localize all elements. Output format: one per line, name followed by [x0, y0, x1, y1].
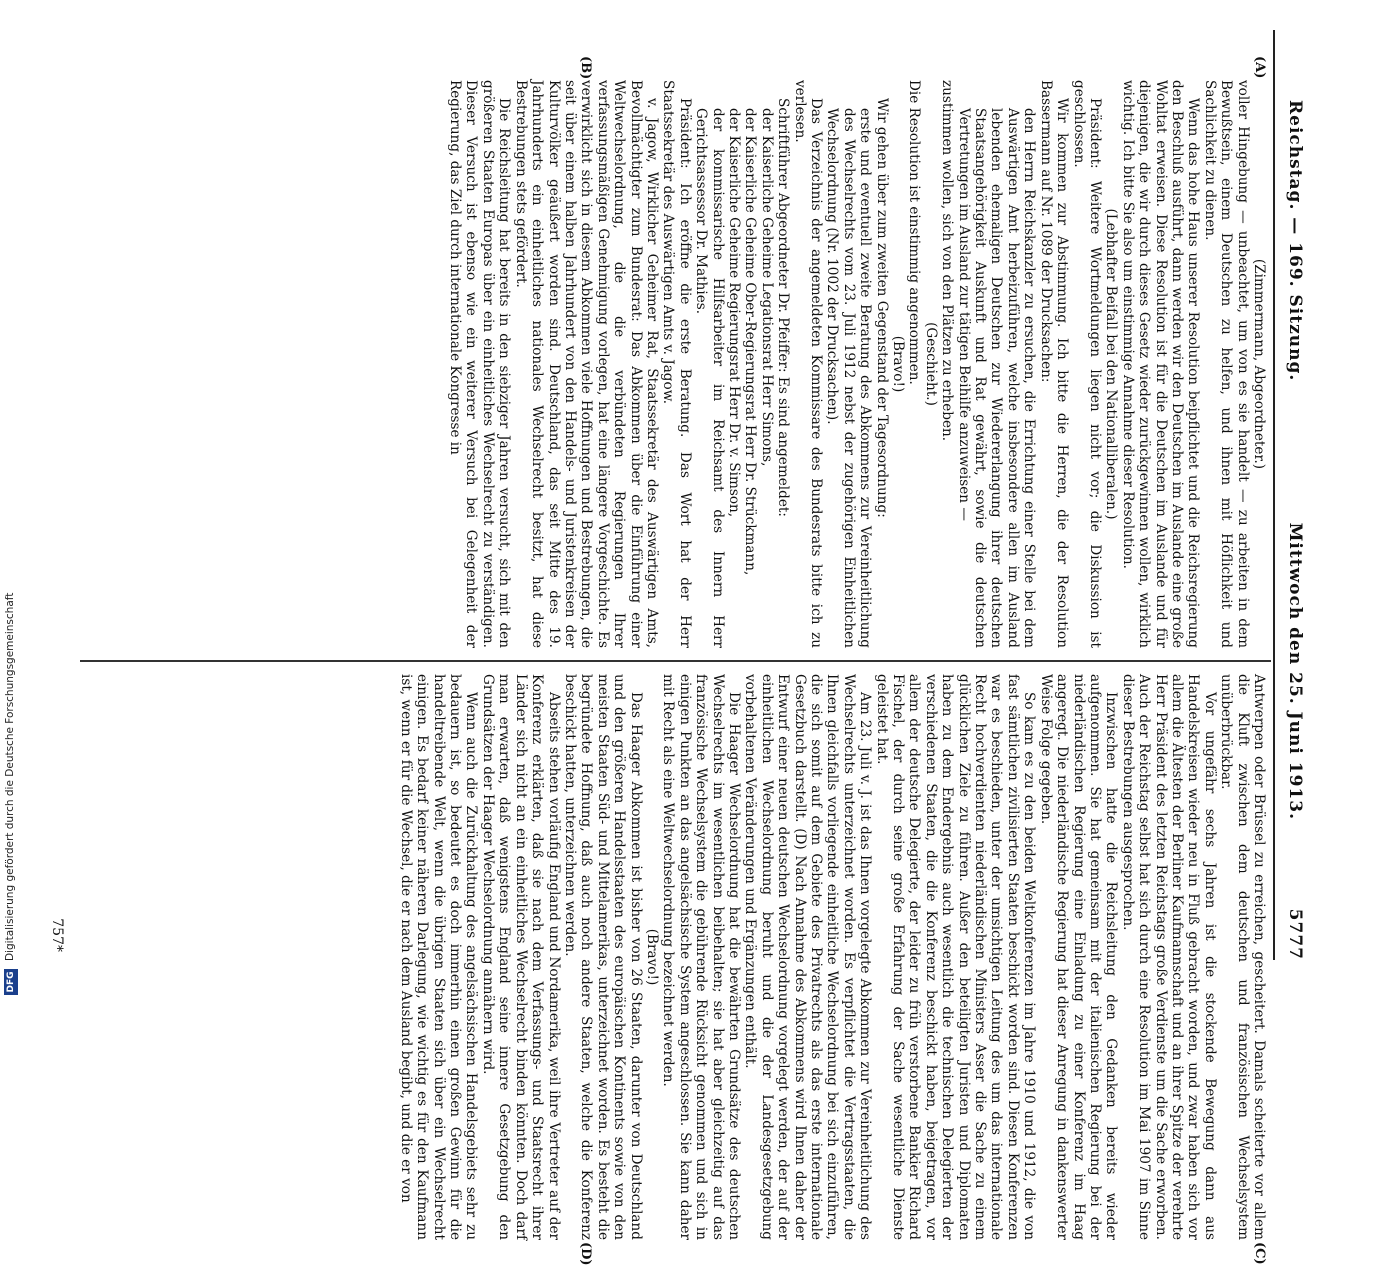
- paragraph: den Herrn Reichskanzler zu ersuchen, die Errichtung einer Stelle bei dem Auswärtigen Amt herbeizuführen, welche insbesondere allen im Ausland lebenden ehemaligen Deutschen zur Wiedererlangung ihrer deutschen Staatsangehörigkeit Auskunft und Rat gewährt, sowie die deutschen Vertretungen im Ausland zur tätigen Beihilfe anzuweisen —: [955, 108, 1038, 648]
- dfg-logo: DFG: [4, 969, 18, 995]
- paragraph: (Zimmermann, Abgeordneter.): [1251, 258, 1267, 470]
- signature-mark: 757*: [49, 918, 65, 952]
- margin-mark-d: (D): [578, 1242, 593, 1266]
- paragraph: (Bravo!): [890, 335, 907, 393]
- paragraph: Präsident: Weitere Wortmeldungen liegen nicht vor; die Diskussion ist geschlossen.: [1070, 80, 1103, 648]
- paragraph: Die Reichsleitung hat bereits in den siebziger Jahren versucht, sich mit den größeren Staaten Europas über ein einheitliches Wechselrecht zu verständigen. Dieser Versuch ist ebenso wie ein weiterer Versuch bei Gelegenheit der Regierung, das Ziel durch internationale Kongresse in: [447, 80, 513, 648]
- paragraph: zustimmen wollen, sich von den Plätzen zu erheben.: [939, 80, 956, 442]
- header-right: Mittwoch den 25. Juni 1913.: [1285, 522, 1305, 820]
- paragraph: Antwerpen oder Brüssel zu erreichen, gescheitert. Damals scheiterte vor allem die Kluft zwischen dem deutschen und französischen Wechselsystem unüberbrückbar.: [1218, 674, 1267, 1240]
- paragraph: Schriftführer Abgeordneter Dr. Pfeiffer: Es sind angemeldet:: [775, 98, 792, 517]
- margin-mark-c: (C): [1252, 1242, 1267, 1265]
- paragraph: Das Haager Abkommen ist bisher von 26 Staaten, darunter von Deutschland und den größeren Handelsstaaten des europäischen Kontinents sowie von den meisten Staaten Süd- und Mittelamerikas, unterzeichnet worden. Es besteht die begründete Hoffnung, daß auch noch andere Staaten, welche die Konferenz beschickt hatten, unterzeichnen werden.: [561, 674, 644, 1240]
- paragraph: (Bravo!): [643, 928, 660, 986]
- paragraph: Die Resolution ist einstimmig angenommen.: [906, 80, 923, 385]
- paragraph: Wenn auch die Zurückhaltung des angelsächsischen Handelsgebiets sehr zu bedauern ist, so bedeutet es doch immerhin einen großen Gewinn für die handeltreibende Welt, wenn die übrigen Staaten sich über ein Wechselrecht einigen. Es bedarf keiner näheren Darlegung, wie wichtig es für den Kaufmann ist, wenn er für die Wechsel, die er nach dem Ausland begibt, und die er von: [397, 674, 480, 1240]
- paragraph: der Kaiserliche Geheime Ober-Regierungsrat Herr Dr. Strückmann,: [742, 108, 759, 576]
- paragraph: Wenn das hohe Haus unserer Resolution beipflichtet und die Reichsregierung den Beschluß ausführt, dann werden wir den Deutschen im Auslande eine große Wohltat erweisen. Diese Resolution ist für die Deutschen im Auslande und für diejenigen, die wir durch dieses Gesetz wieder zurückgewinnen wollen, wirklich wichtig. Ich bitte Sie also um einstimmige Annahme dieser Resolution.: [1119, 80, 1202, 648]
- paragraph: der kommissarische Hilfsarbeiter im Reichsamt des Innern Herr Gerichtsassessor Dr. Mathies.: [693, 108, 726, 648]
- paragraph: Wir gehen über zum zweiten Gegenstand der Tagesordnung:: [873, 98, 890, 518]
- paragraph: So kam es zu den beiden Weltkonferenzen im Jahre 1910 und 1912, die von fast sämtlichen zivilisierten Staaten beschickt worden sind. Diesen Konferenzen war es beschieden, unter der umsichtigen Leitung des um das internationale Recht hochverdienten niederländischen Ministers Asser die Sache zu einem glücklichen Ziele zu führen. Außer den beteiligten Juristen und Diplomaten haben zu dem Endergebnis auch wesentlich die technischen Delegierten der verschiedenen Staaten, die die Konferenz beschickt haben, beigetragen, vor allem der deutsche Delegierte, der leider zu früh verstorbene Bankier Richard Fischel, der durch seine große Erfahrung der Sache wesentliche Dienste geleistet hat.: [873, 674, 1038, 1240]
- margin-mark-b: (B): [578, 56, 593, 80]
- paragraph: Wir kommen zur Abstimmung. Ich bitte die Herren, die der Resolution Bassermann auf Nr. 1089 der Drucksachen:: [1037, 80, 1071, 648]
- paragraph: Das Verzeichnis der angemeldeten Kommissare des Bundesrats bitte ich zu verlesen.: [791, 80, 825, 648]
- left-column: [447, 80, 1267, 648]
- paragraph: v. Jagow, Wirklicher Geheimer Rat, Staatssekretär des Auswärtigen Amts, Bevollmächtigter zum Bundesrat: Das Abkommen über die Einführung einer Weltwechselordnung, die die verbündeten Regierungen Ihrer verfassungsmäßigen Genehmigung vorlegen, hat eine längere Vorgeschichte. Es verwirklicht sich in diesem Abkommen viele Hoffnungen und Bestrebungen, die seit über einem halben Jahrhundert von den Handels- und Juristenkreisen der Kulturvölker geäußert worden sind. Deutschland, das seit Mitte des 19. Jahrhunderts ein einheitliches nationales Wechselrecht besitzt, hat diese Bestrebungen stets gefördert.: [512, 80, 660, 648]
- paragraph: voller Hingebung — unbeachtet, um von es sie handelt — zu arbeiten in dem Bewußtsein, einem Deutschen zu helfen, und ihnen mit Höflichkeit und Sachlichkeit zu dienen.: [1201, 80, 1251, 648]
- paragraph: Abseits stehen vorläufig England und Nordamerika, weil ihre Vertreter auf der Konferenz erklärten, daß sie nach dem Verfassungs- und Staatsrecht ihrer Länder sich nicht an ein einheitliches Wechselrecht binden könnten. Doch darf man erwarten, daß wenigstens England seine innere Gesetzgebung den Grundsätzen der Haager Wechselordnung annähern wird.: [479, 674, 562, 1240]
- page-number: 5777: [1285, 908, 1305, 960]
- paragraph: der Kaiserliche Geheime Regierungsrat Herr Dr. v. Simson,: [726, 108, 742, 518]
- paragraph: Die Haager Wechselordnung hat die bewährten Grundsätze des deutschen Wechselrechts im wesentlichen beibehalten; sie hat aber gleichzeitig auf das französische Wechselsystem die gebührende Rücksicht genommen und sich in einigen Punkten an das angelsächsische System angeschlossen. Sie kann daher mit Recht als eine Weltwechselordnung bezeichnet werden.: [660, 674, 742, 1240]
- paragraph: (Lebhafter Beifall bei den Nationalliberalen.): [1103, 208, 1120, 520]
- digitization-note: [4, 5, 22, 995]
- paragraph: (Geschieht.): [922, 322, 939, 406]
- paragraph: der Kaiserliche Geheime Legationsrat Herr Simons,: [758, 108, 775, 467]
- paragraph: Inzwischen hatte die Reichsleitung den Gedanken bereits wieder aufgenommen. Sie hat gemeinsam mit der italienischen Regierung bei der niederländischen Regierung eine Einladung zu einer Konferenz im Haag angeregt. Die niederländische Regierung hat dieser Anregung in dankenswerter Weise Folge gegeben.: [1037, 674, 1120, 1240]
- page-header: [1275, 30, 1311, 960]
- header-rule: [1273, 30, 1275, 960]
- paragraph: Präsident: Ich eröffne die erste Beratung. Das Wort hat der Herr Staatssekretär des Auswärtigen Amts v. Jagow.: [660, 80, 693, 648]
- paragraph: erste und eventuell zweite Beratung des Abkommens zur Vereinheitlichung des Wechselrechts vom 23. Juli 1912 nebst der zugehörigen Einheitlichen Wechselordnung (Nr. 1002 der Drucksachen).: [824, 108, 874, 648]
- digitization-text: Digitalisierung gefördert durch die Deutsche Forschungsgemeinschaft: [4, 592, 16, 961]
- right-column: [397, 674, 1267, 1240]
- column-divider: [80, 660, 1271, 662]
- margin-mark-a: (A): [1252, 56, 1267, 79]
- paragraph: Vor ungefähr sechs Jahren ist die stockende Bewegung dann aus Handelskreisen wieder neu in Fluß gebracht worden, und zwar haben sich vor allem die Ältesten der Berliner Kaufmannschaft und an ihrer Spitze der verehrte Herr Präsident des letzten Reichstags große Verdienste um die Sache erworben. Auch der Reichstag selbst hat sich durch eine Resolution im Mai 1907 im Sinne dieser Bestrebungen ausgesprochen.: [1119, 674, 1218, 1240]
- header-left: Reichstag. — 169. Sitzung.: [1285, 100, 1305, 382]
- paragraph: Am 23. Juli v. J. ist das Ihnen vorgelegte Abkommen zur Vereinheitlichung des Wechselrechts unterzeichnet worden. Es verpflichtet die Vertragsstaaten, die Ihnen gleichfalls vorliegende einheitliche Wechselordnung bei sich einzuführen, die sich somit auf dem Gebiete des Privatrechts als das erste internationale Gesetzbuch darstellt. (D) Nach Annahme des Abkommens wird Ihnen daher der Entwurf einer neuen deutschen Wechselordnung vorgelegt werden, der auf der einheitlichen Wechselordnung beruht und die der Landesgesetzgebung vorbehaltenen Veränderungen und Ergänzungen enthält.: [742, 674, 874, 1240]
